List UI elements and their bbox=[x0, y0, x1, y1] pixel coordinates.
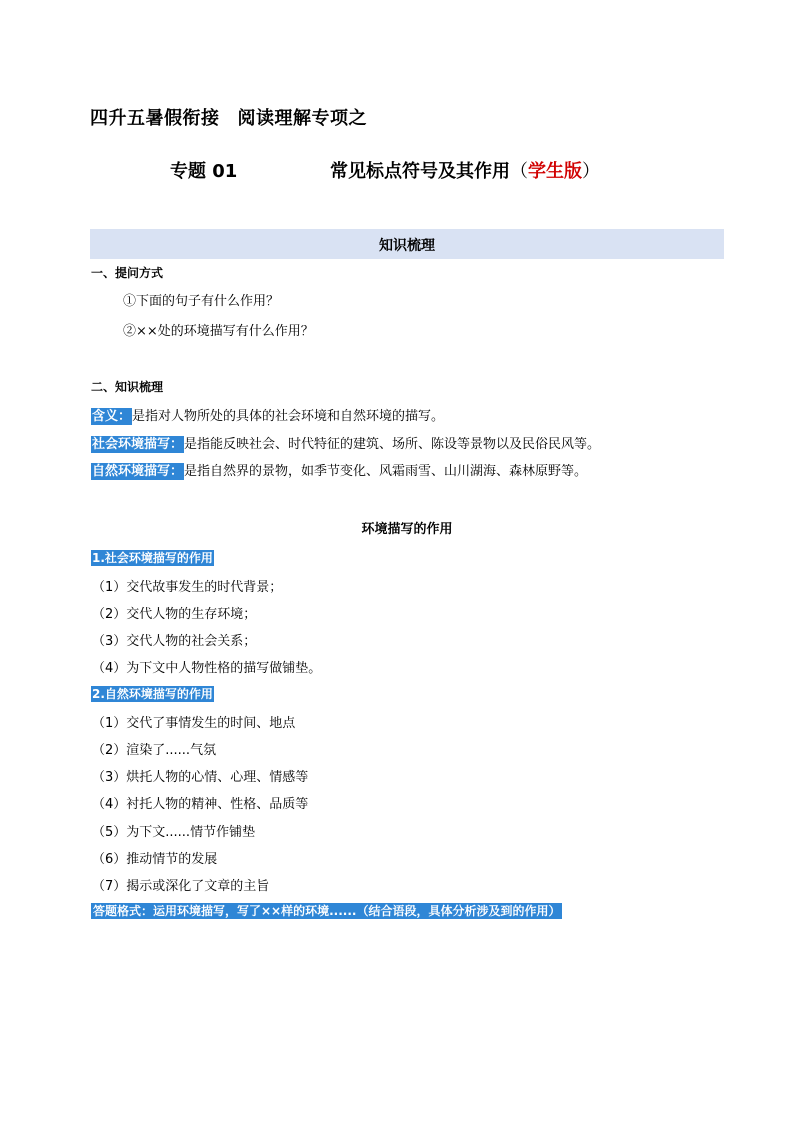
topic-name: 常见标点符号及其作用 bbox=[330, 161, 510, 182]
definition-row bbox=[91, 460, 587, 479]
definition-term: 含义： bbox=[92, 409, 132, 424]
definition-text: 是指自然界的景物，如季节变化、风霜雨雪、山川湖海、森林原野等。 bbox=[184, 464, 588, 479]
list-item: （3）烘托人物的心情、心理、情感等 bbox=[92, 770, 309, 785]
list-item: （5）为下文......情节作铺垫 bbox=[92, 825, 256, 840]
list-item: （1）交代故事发生的时代背景； bbox=[92, 580, 283, 595]
list-item: （2）渲染了......气氛 bbox=[92, 743, 217, 758]
subsection-heading-label: 2.自然环境描写的作用 bbox=[92, 687, 213, 701]
list-item: （1）交代了事情发生的时间、地点 bbox=[92, 716, 296, 731]
answer-format-label: 答题格式：运用环境描写，写了××样的环境......（结合语段，具体分析涉及到的作用） bbox=[93, 904, 561, 918]
definition-row bbox=[91, 433, 600, 452]
list-item: （7）揭示或深化了文章的主旨 bbox=[92, 879, 270, 894]
list-item: （4）衬托人物的精神、性格、品质等 bbox=[92, 797, 309, 812]
section-band bbox=[90, 229, 724, 259]
list-item: （6）推动情节的发展 bbox=[92, 852, 218, 867]
definition-term: 自然环境描写： bbox=[92, 464, 184, 479]
section-heading-knowledge: 二、知识梳理 bbox=[91, 380, 164, 394]
subsection-heading-natural bbox=[91, 685, 214, 702]
definition-text: 是指能反映社会、时代特征的建筑、场所、陈设等景物以及民俗民风等。 bbox=[184, 437, 601, 452]
edition-label: 学生版 bbox=[528, 161, 582, 182]
list-item: （2）交代人物的生存环境； bbox=[92, 607, 257, 622]
effects-title: 环境描写的作用 bbox=[361, 522, 453, 537]
subsection-heading-social bbox=[91, 549, 214, 566]
title-series: 四升五暑假衔接 bbox=[90, 108, 220, 129]
section-heading-questions: 一、提问方式 bbox=[91, 266, 164, 280]
topic-heading bbox=[170, 157, 600, 183]
topic-number: 专题 01 bbox=[170, 161, 238, 182]
question-item: ②××处的环境描写有什么作用？ bbox=[123, 324, 314, 339]
document-title bbox=[90, 104, 367, 130]
definition-text: 是指对人物所处的具体的社会环境和自然环境的描写。 bbox=[132, 409, 445, 424]
definition-row bbox=[91, 405, 444, 424]
subsection-heading-label: 1.社会环境描写的作用 bbox=[92, 551, 213, 565]
question-item: ①下面的句子有什么作用？ bbox=[123, 294, 280, 309]
answer-format bbox=[91, 902, 562, 919]
paren-close: ） bbox=[582, 161, 600, 182]
list-item: （3）交代人物的社会关系； bbox=[92, 634, 257, 649]
paren-open: （ bbox=[510, 161, 528, 182]
list-item: （4）为下文中人物性格的描写做铺垫。 bbox=[92, 661, 322, 676]
definition-term: 社会环境描写： bbox=[92, 437, 184, 452]
band-title: 知识梳理 bbox=[379, 238, 435, 254]
title-subject: 阅读理解专项之 bbox=[237, 108, 367, 129]
